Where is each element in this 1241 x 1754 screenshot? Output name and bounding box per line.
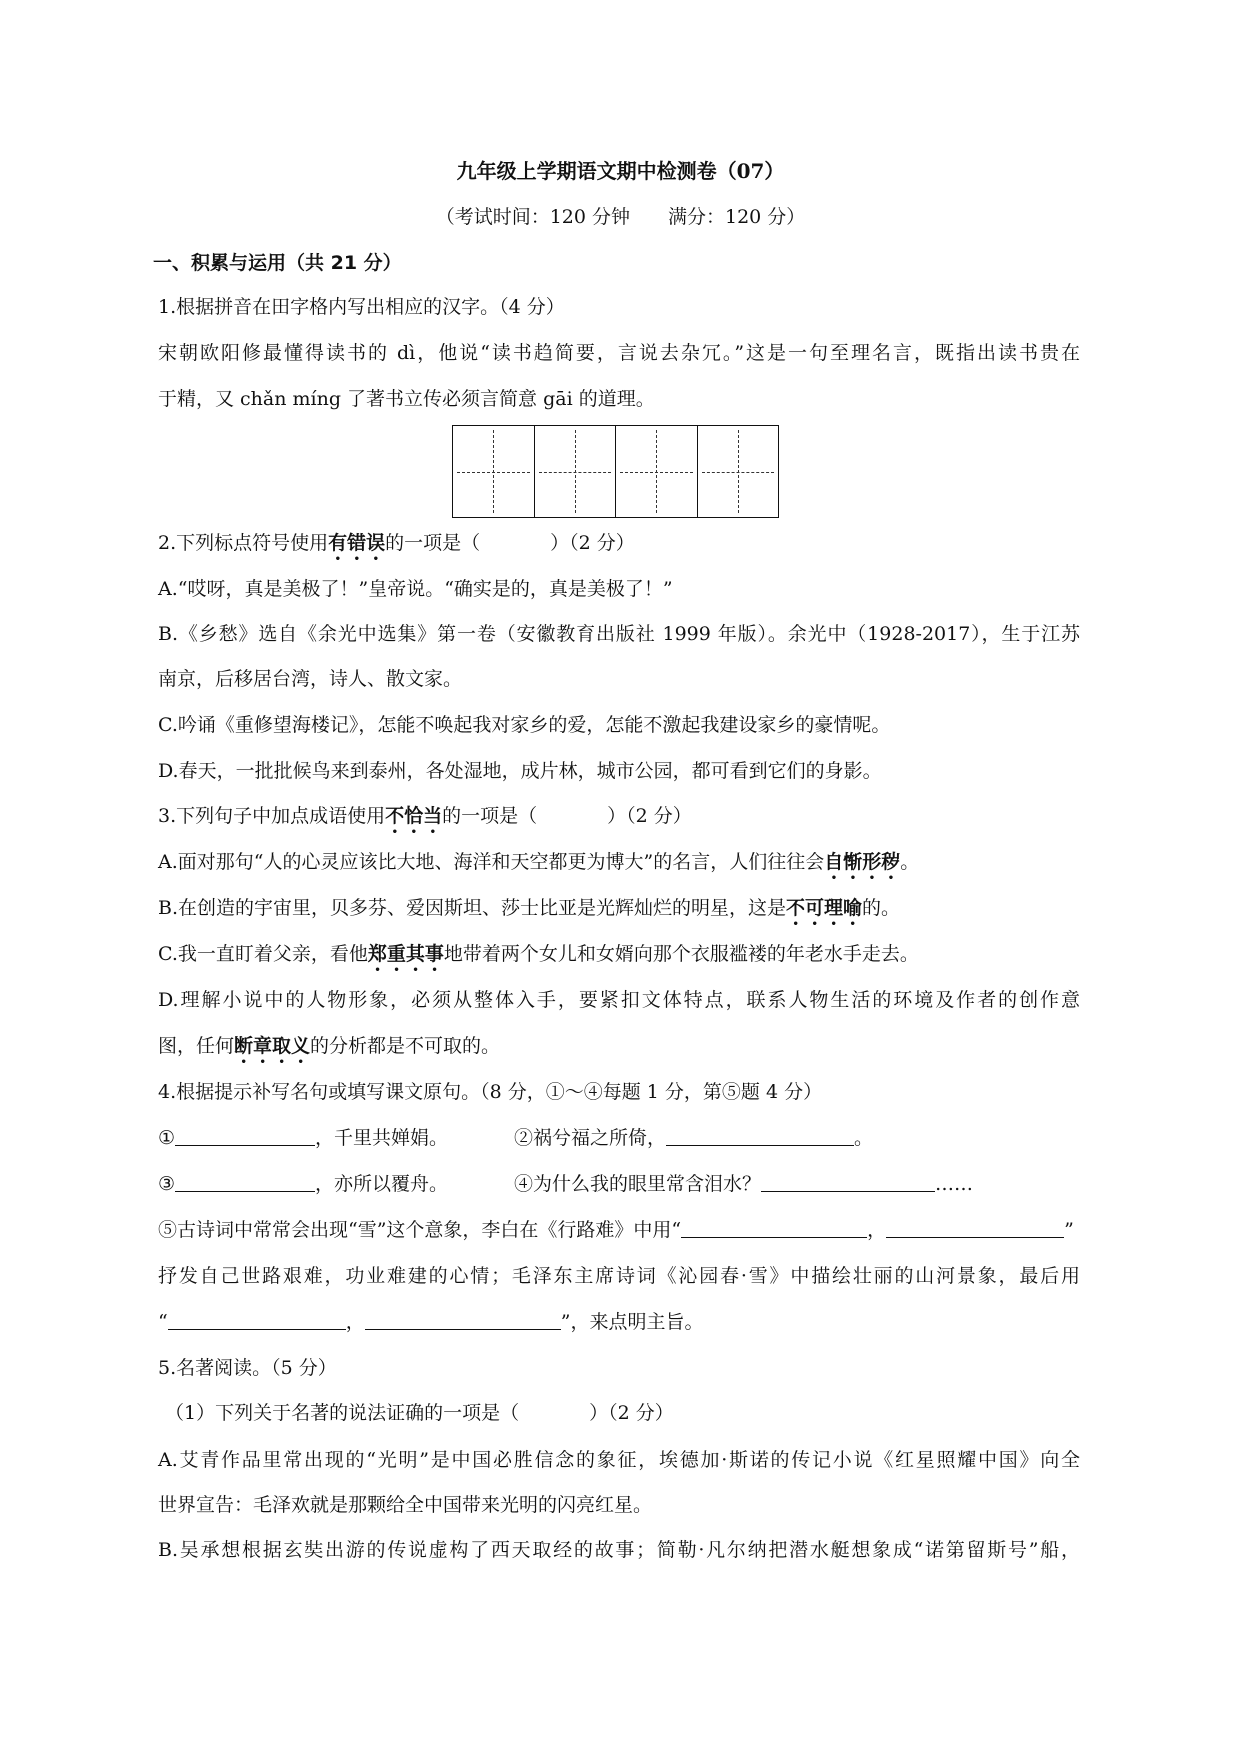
question-3-option-a xyxy=(158,848,919,884)
question-4-item-4 xyxy=(514,1170,973,1198)
question-1-passage-line-1: 宋朝欧阳修最懂得读书的 dì，他说“读书趋简要，言说去杂冗。”这是一句至理名言，既指出读书贵在 xyxy=(158,342,1080,364)
question-3-stem-text: 的一项是（ xyxy=(442,805,538,827)
option-text: 的。 xyxy=(862,897,901,919)
question-5-option-a-line-2: 世界宣告：毛泽欢就是那颗给全中国带来光明的闪亮红星。 xyxy=(158,1494,653,1516)
fill-blank[interactable] xyxy=(175,1171,315,1192)
question-4-item-5-line-2: 抒发自己世路艰难，功业难建的心情；毛泽东主席诗词《沁园春·雪》中描绘壮丽的山河景象，最后用 xyxy=(158,1265,1080,1287)
dotted-idiom: 不可理喻 xyxy=(786,897,863,919)
fill-blank[interactable] xyxy=(365,1309,561,1330)
question-5-option-a-line-1: A.艾青作品里常出现的“光明”是中国必胜信念的象征，埃德加·斯诺的传记小说《红星照耀中国》向全 xyxy=(158,1449,1080,1471)
question-3-option-d-line-2 xyxy=(158,1032,500,1068)
fill-blank[interactable] xyxy=(761,1171,935,1192)
exam-info: （考试时间：120 分钟 满分：120 分） xyxy=(435,206,806,228)
item-marker: ③ xyxy=(158,1173,176,1195)
item-text: ”，来点明主旨。 xyxy=(560,1311,704,1333)
question-4-stem: 4.根据提示补写名句或填写课文原句。（8 分，①～④每题 1 分，第⑤题 4 分） xyxy=(158,1081,823,1103)
item-end: …… xyxy=(935,1173,974,1195)
fill-blank[interactable] xyxy=(168,1309,346,1330)
fill-blank[interactable] xyxy=(666,1125,854,1146)
dotted-idiom: 郑重其事 xyxy=(367,943,444,965)
question-4-item-5-line-3 xyxy=(158,1308,703,1336)
tianzige-cell[interactable] xyxy=(535,426,617,517)
question-2-option-d: D.春天，一批批候鸟来到泰州，各处湿地，成片林，城市公园，都可看到它们的身影。 xyxy=(158,760,882,782)
option-text: 图，任何 xyxy=(158,1035,235,1057)
question-3-stem-text: 3.下列句子中加点成语使用 xyxy=(158,805,386,827)
dotted-idiom: 断章取义 xyxy=(234,1035,311,1057)
item-text: “ xyxy=(158,1311,168,1333)
item-text: ，千里共婵娟。 xyxy=(315,1127,449,1149)
question-2-option-c: C.吟诵《重修望海楼记》，怎能不唤起我对家乡的爱，怎能不激起我建设家乡的豪情呢。 xyxy=(158,714,891,736)
question-4-item-5-line-1 xyxy=(158,1216,1074,1244)
question-2-stem xyxy=(158,529,635,565)
question-4-item-1 xyxy=(158,1124,448,1152)
question-2-option-b-line-2: 南京，后移居台湾，诗人、散文家。 xyxy=(158,668,463,690)
question-1-stem: 1.根据拼音在田字格内写出相应的汉字。（4 分） xyxy=(158,296,565,318)
question-2-stem-end: ）（2 分） xyxy=(550,532,635,554)
tianzige-cell[interactable] xyxy=(698,426,779,517)
option-text: 地带着两个女儿和女婿向那个衣服褴褛的年老水手走去。 xyxy=(443,943,919,965)
item-text: ， xyxy=(345,1311,365,1333)
option-text: B.在创造的宇宙里，贝多芬、爱因斯坦、莎士比亚是光辉灿烂的明星，这是 xyxy=(158,897,787,919)
option-text: A.面对那句“人的心灵应该比大地、海洋和天空都更为博大”的名言，人们往往会 xyxy=(158,851,825,873)
question-2-option-a: A.“哎呀，真是美极了！”皇帝说。“确实是的，真是美极了！” xyxy=(158,578,673,600)
option-text: C.我一直盯着父亲，看他 xyxy=(158,943,368,965)
item-text: ” xyxy=(1064,1219,1074,1241)
question-4-item-2 xyxy=(514,1124,873,1152)
item-text: ⑤古诗词中常常会出现“雪”这个意象，李白在《行路难》中用“ xyxy=(158,1219,682,1241)
fill-blank[interactable] xyxy=(681,1217,867,1238)
question-3-stem xyxy=(158,802,692,838)
sub-question-end: ）（2 分） xyxy=(589,1402,674,1424)
item-text: ， xyxy=(867,1219,887,1241)
question-4-item-3 xyxy=(158,1170,448,1198)
item-text: ④为什么我的眼里常含泪水？ xyxy=(514,1173,762,1195)
question-5-stem: 5.名著阅读。（5 分） xyxy=(158,1357,337,1379)
tianzige-grid[interactable] xyxy=(452,425,779,518)
section-heading: 一、积累与运用（共 21 分） xyxy=(153,252,402,274)
fill-blank[interactable] xyxy=(886,1217,1064,1238)
tianzige-cell[interactable] xyxy=(616,426,698,517)
item-text: ，亦所以覆舟。 xyxy=(315,1173,449,1195)
page-title: 九年级上学期语文期中检测卷（07） xyxy=(456,159,785,183)
question-2-stem-text: 的一项是（ xyxy=(385,532,481,554)
question-5-sub-1 xyxy=(165,1399,674,1427)
question-3-option-c xyxy=(158,940,919,976)
fill-blank[interactable] xyxy=(175,1125,315,1146)
question-2-stem-text: 2.下列标点符号使用 xyxy=(158,532,329,554)
option-text: 。 xyxy=(900,851,920,873)
question-1-passage-line-2: 于精，又 chǎn míng 了著书立传必须言简意 gāi 的道理。 xyxy=(158,388,655,410)
emphasis-phrase: 不恰当 xyxy=(385,805,443,827)
question-3-option-b xyxy=(158,894,900,930)
question-3-option-d-line-1: D.理解小说中的人物形象，必须从整体入手，要紧扣文体特点，联系人物生活的环境及作者的创作意 xyxy=(158,989,1080,1011)
sub-question-text: （1）下列关于名著的说法证确的一项是（ xyxy=(165,1402,520,1424)
question-2-option-b-line-1: B.《乡愁》选自《余光中选集》第一卷（安徽教育出版社 1999 年版）。余光中（1928-2017），生于江苏 xyxy=(158,623,1080,645)
option-text: 的分析都是不可取的。 xyxy=(310,1035,501,1057)
item-text: ②祸兮福之所倚， xyxy=(514,1127,667,1149)
item-end: 。 xyxy=(854,1127,874,1149)
question-3-stem-end: ）（2 分） xyxy=(607,805,692,827)
emphasis-phrase: 有错误 xyxy=(328,532,386,554)
question-5-option-b-line-1: B.吴承想根据玄奘出游的传说虚构了西天取经的故事；简勒·凡尔纳把潜水艇想象成“诺第留斯号”船， xyxy=(158,1539,1080,1561)
tianzige-cell[interactable] xyxy=(453,426,535,517)
dotted-idiom: 自惭形秽 xyxy=(824,851,901,873)
item-marker: ① xyxy=(158,1127,176,1149)
